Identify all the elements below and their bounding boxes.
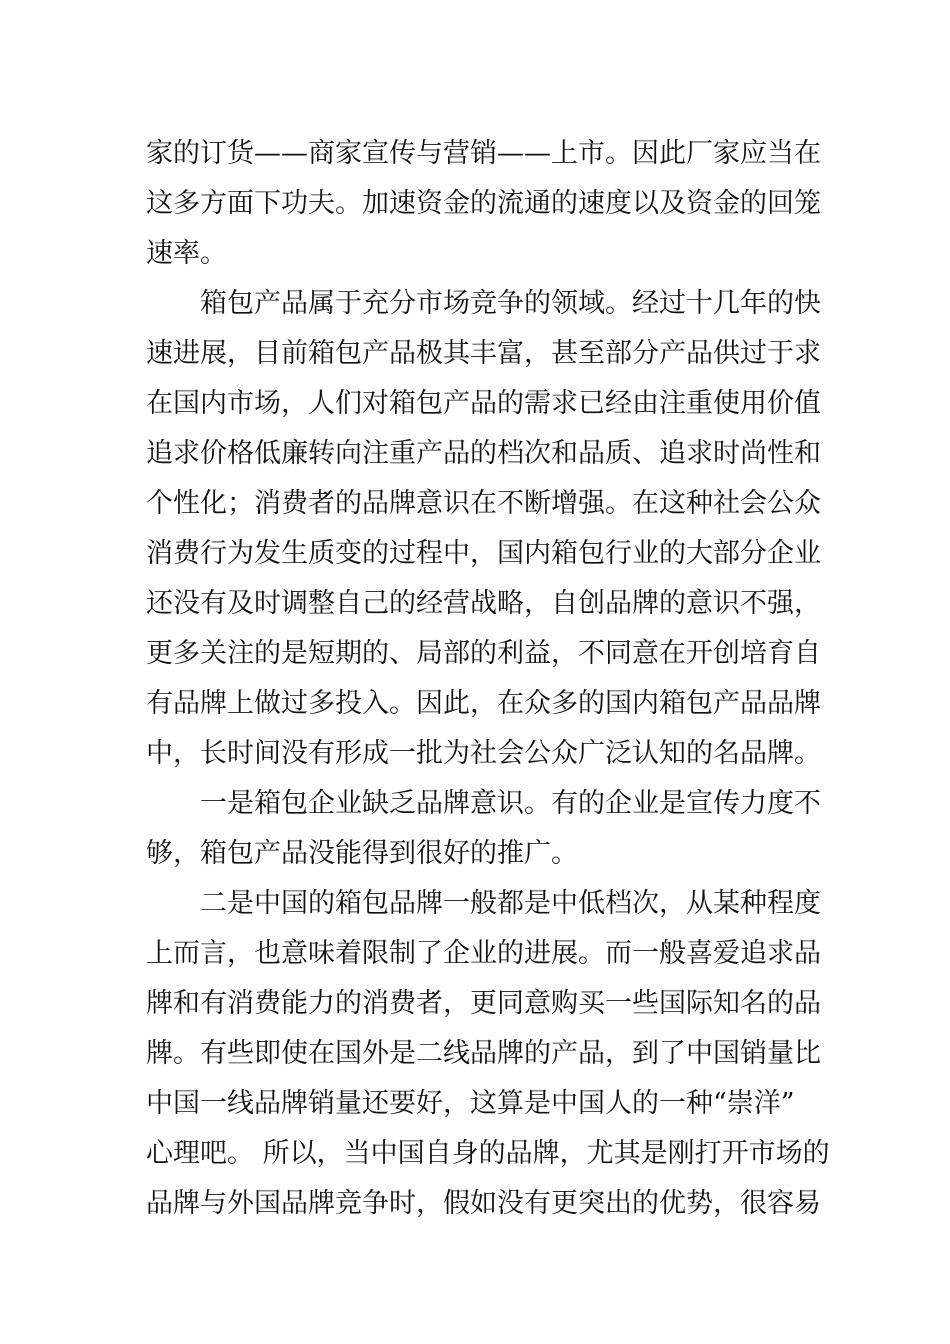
text-line: 牌。有些即使在国外是二线品牌的产品，到了中国销量比 (146, 1038, 821, 1069)
text-line: 有品牌上做过多投入。因此，在众多的国内箱包产品品牌 (146, 688, 821, 719)
text-line: 这多方面下功夫。加速资金的流通的速度以及资金的回笼 (146, 188, 821, 219)
text-line: 牌和有消费能力的消费者，更同意购买一些国际知名的品 (146, 988, 821, 1019)
text-line: 个性化；消费者的品牌意识在不断增强。在这种社会公众 (146, 488, 821, 519)
text-line: 更多关注的是短期的、局部的利益，不同意在开创培育自 (146, 638, 821, 669)
paragraph-start-line: 箱包产品属于充分市场竞争的领域。经过十几年的快 (200, 288, 821, 319)
text-line: 家的订货——商家宣传与营销——上市。因此厂家应当在 (146, 138, 821, 169)
text-line: 上而言，也意味着限制了企业的进展。而一般喜爱追求品 (146, 938, 821, 969)
paragraph-start-line: 一是箱包企业缺乏品牌意识。有的企业是宣传力度不 (200, 788, 821, 819)
text-line: 中，长时间没有形成一批为社会公众广泛认知的名品牌。 (146, 738, 821, 769)
text-line: 在国内市场，人们对箱包产品的需求已经由注重使用价值 (146, 388, 821, 419)
body-text (146, 129, 830, 1229)
text-line: 追求价格低廉转向注重产品的档次和品质、追求时尚性和 (146, 438, 821, 469)
text-line: 中国一线品牌销量还要好，这算是中国人的一种“崇洋” (146, 1088, 795, 1119)
text-line: 速率。 (146, 238, 227, 269)
text-line: 品牌与外国品牌竞争时，假如没有更突出的优势，很容易 (146, 1188, 821, 1219)
text-line: 还没有及时调整自己的经营战略，自创品牌的意识不强， (146, 588, 821, 619)
text-line: 速进展，目前箱包产品极其丰富，甚至部分产品供过于求 (146, 338, 821, 369)
text-line: 够，箱包产品没能得到很好的推广。 (146, 838, 578, 869)
text-line: 消费行为发生质变的过程中，国内箱包行业的大部分企业 (146, 538, 821, 569)
paragraph-start-line: 二是中国的箱包品牌一般都是中低档次，从某种程度 (200, 888, 821, 919)
text-line: 心理吧。 所以，当中国自身的品牌，尤其是刚打开市场的 (146, 1138, 830, 1169)
